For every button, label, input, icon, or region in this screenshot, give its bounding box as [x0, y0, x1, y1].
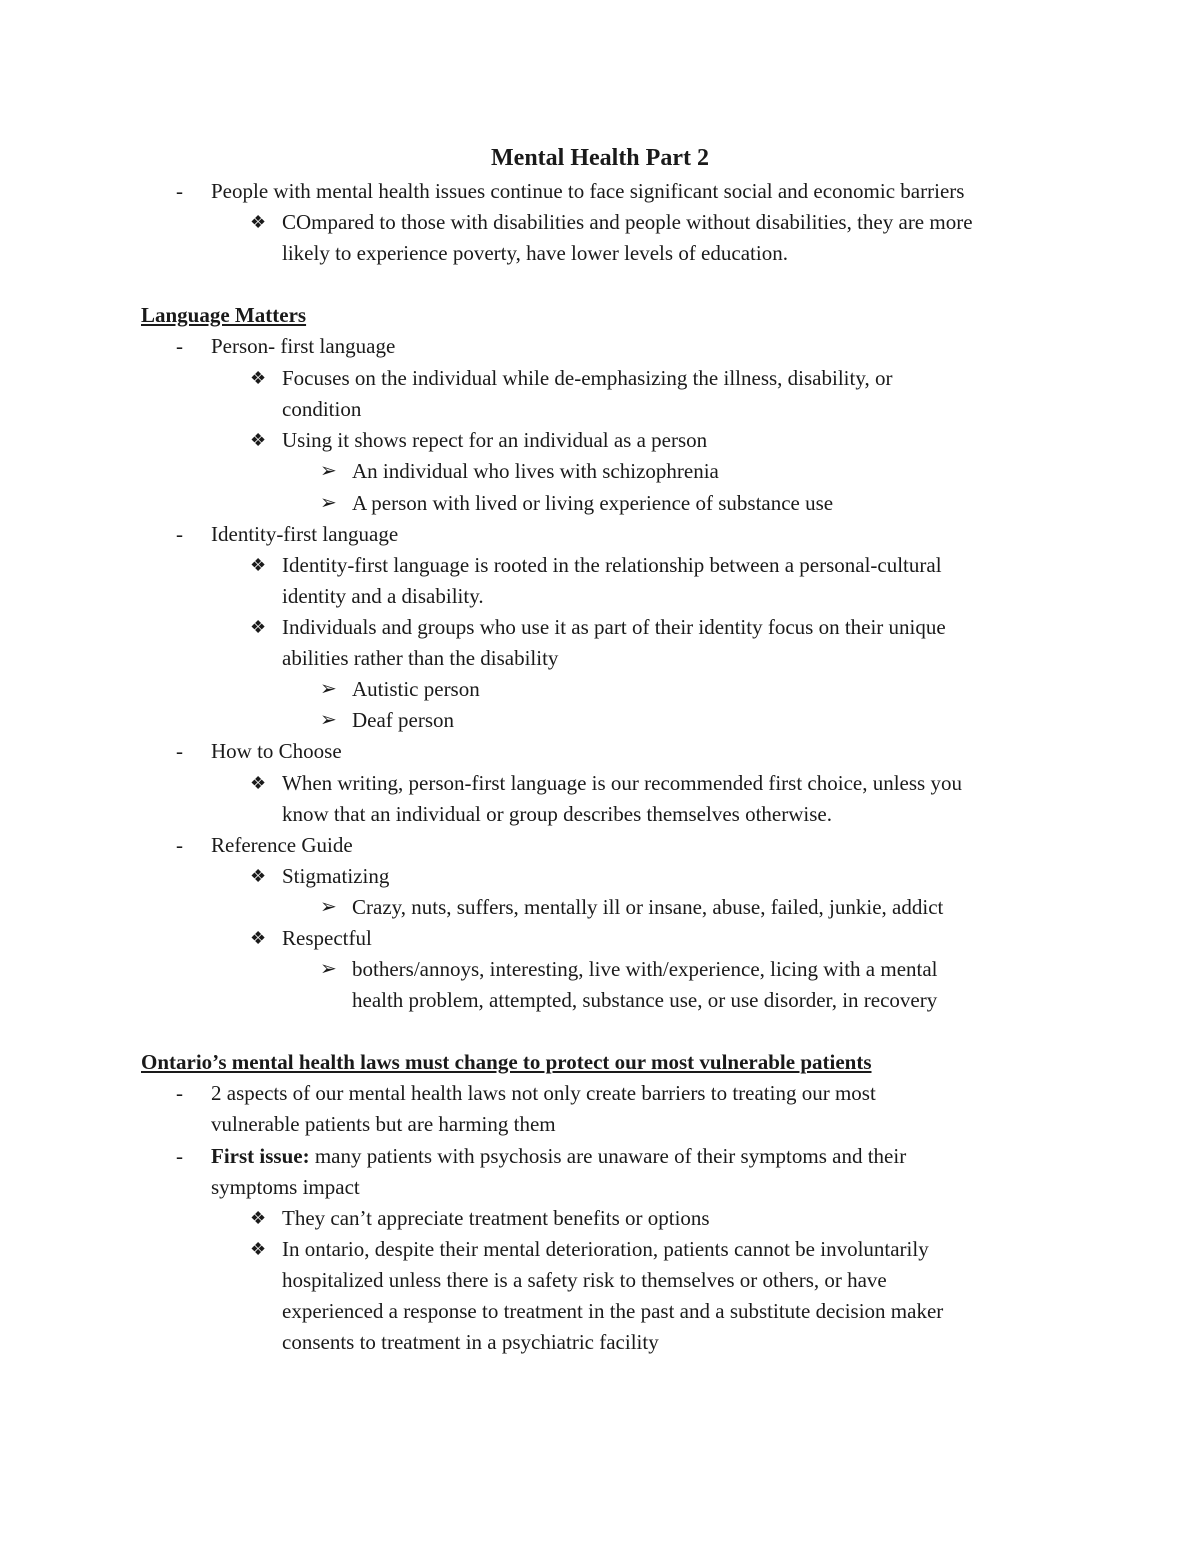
list-item-continuation: likely to experience poverty, have lower levels of education. [282, 241, 788, 265]
dash-bullet: - [176, 739, 183, 763]
list-item: bothers/annoys, interesting, live with/experience, licing with a mental [352, 957, 938, 981]
arrow-bullet-icon: ➢ [320, 958, 337, 980]
list-item-continuation: symptoms impact [211, 1175, 360, 1199]
list-item [211, 1141, 906, 1172]
list-item-continuation: identity and a disability. [282, 584, 484, 608]
list-item: Identity-first language [211, 522, 399, 546]
list-item: Reference Guide [211, 833, 353, 857]
list-item: COmpared to those with disabilities and people without disabilities, they are more [282, 210, 973, 234]
list-item-continuation: condition [282, 397, 362, 421]
list-item: How to Choose [211, 739, 342, 763]
section-heading-language-matters: Language Matters [141, 303, 307, 327]
list-item: Stigmatizing [282, 864, 390, 888]
list-item-continuation: abilities rather than the disability [282, 646, 559, 670]
diamond-bullet-icon: ❖ [250, 773, 267, 793]
diamond-bullet-icon: ❖ [250, 1208, 267, 1228]
list-item: An individual who lives with schizophrenia [352, 459, 719, 483]
list-item: Focuses on the individual while de-emphasizing the illness, disability, or [282, 366, 893, 390]
diamond-bullet-icon: ❖ [250, 1239, 267, 1259]
first-issue-text: many patients with psychosis are unaware of their symptoms and their [309, 1144, 907, 1168]
list-item: Crazy, nuts, suffers, mentally ill or insane, abuse, failed, junkie, addict [352, 895, 944, 919]
list-item: A person with lived or living experience of substance use [352, 491, 834, 515]
section-heading-ontario-laws: Ontario’s mental health laws must change to protect our most vulnerable patients [141, 1050, 872, 1074]
dash-bullet: - [176, 833, 183, 857]
list-item: Individuals and groups who use it as part of their identity focus on their unique [282, 615, 946, 639]
list-item: Identity-first language is rooted in the relationship between a personal-cultural [282, 553, 942, 577]
list-item-continuation: experienced a response to treatment in the past and a substitute decision maker [282, 1299, 944, 1323]
list-item-continuation: vulnerable patients but are harming them [211, 1112, 556, 1136]
first-issue-label: First issue: [211, 1144, 310, 1168]
list-item: In ontario, despite their mental deterioration, patients cannot be involuntarily [282, 1237, 929, 1261]
list-item: Person- first language [211, 334, 396, 358]
diamond-bullet-icon: ❖ [250, 555, 267, 575]
dash-bullet: - [176, 522, 183, 546]
diamond-bullet-icon: ❖ [250, 617, 267, 637]
diamond-bullet-icon: ❖ [250, 928, 267, 948]
diamond-bullet-icon: ❖ [250, 212, 267, 232]
arrow-bullet-icon: ➢ [320, 492, 337, 514]
list-item: Deaf person [352, 708, 455, 732]
dash-bullet: - [176, 1144, 183, 1168]
list-item-continuation: know that an individual or group describes themselves otherwise. [282, 802, 832, 826]
page-title: Mental Health Part 2 [491, 145, 709, 171]
dash-bullet: - [176, 1081, 183, 1105]
dash-bullet: - [176, 334, 183, 358]
list-item: Autistic person [352, 677, 480, 701]
diamond-bullet-icon: ❖ [250, 430, 267, 450]
diamond-bullet-icon: ❖ [250, 866, 267, 886]
list-item-continuation: hospitalized unless there is a safety risk to themselves or others, or have [282, 1268, 887, 1292]
list-item: People with mental health issues continue to face significant social and economic barriers [211, 179, 965, 203]
list-item-continuation: health problem, attempted, substance use, or use disorder, in recovery [352, 988, 938, 1012]
arrow-bullet-icon: ➢ [320, 896, 337, 918]
list-item: They can’t appreciate treatment benefits or options [282, 1206, 710, 1230]
arrow-bullet-icon: ➢ [320, 678, 337, 700]
list-item: Respectful [282, 926, 372, 950]
dash-bullet: - [176, 179, 183, 203]
list-item: When writing, person-first language is our recommended first choice, unless you [282, 771, 962, 795]
list-item-continuation: consents to treatment in a psychiatric facility [282, 1330, 659, 1354]
list-item: Using it shows repect for an individual as a person [282, 428, 708, 452]
list-item: 2 aspects of our mental health laws not only create barriers to treating our most [211, 1081, 876, 1105]
arrow-bullet-icon: ➢ [320, 709, 337, 731]
diamond-bullet-icon: ❖ [250, 368, 267, 388]
arrow-bullet-icon: ➢ [320, 460, 337, 482]
